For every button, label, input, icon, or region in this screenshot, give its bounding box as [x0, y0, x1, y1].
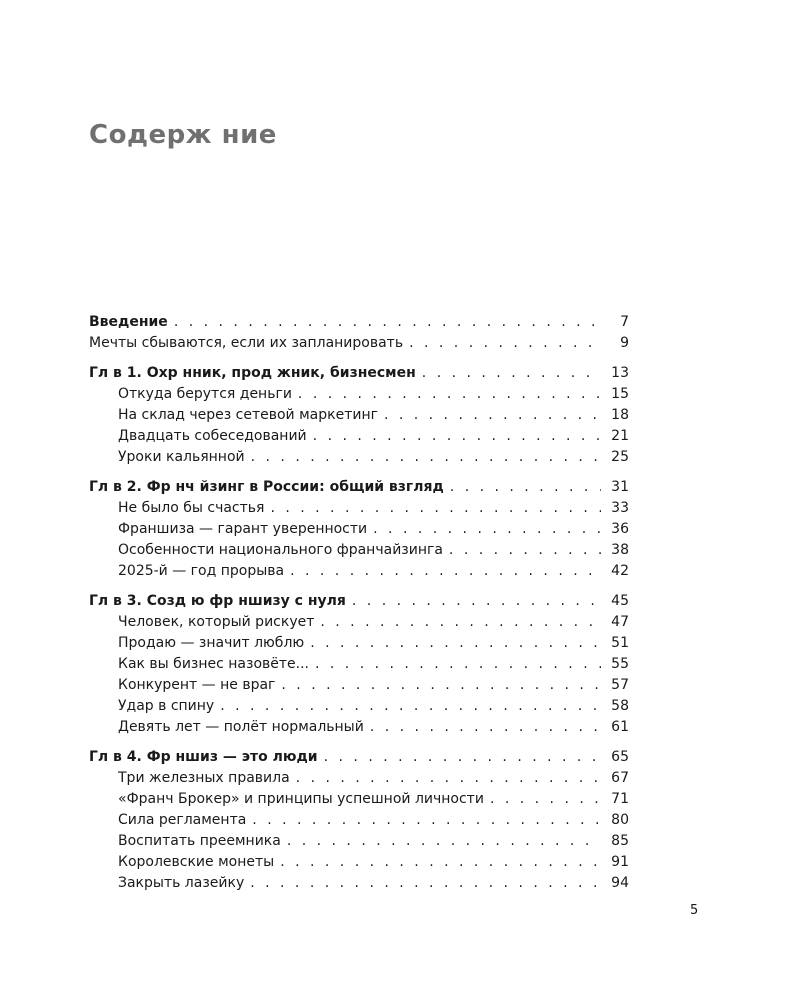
toc-chapter-page: 31: [611, 479, 629, 495]
dot-leader: [287, 831, 601, 852]
toc-entry-label: Конкурент — не враг: [118, 677, 276, 693]
toc-chapter-2[interactable]: [89, 477, 629, 498]
toc-entry-page: 36: [611, 521, 629, 537]
dot-leader: [384, 405, 601, 426]
toc-entry-page: 7: [620, 314, 629, 330]
dot-leader: [310, 633, 601, 654]
dot-leader: [315, 654, 601, 675]
toc-entry[interactable]: [89, 852, 629, 873]
toc-entry-page: 51: [611, 635, 629, 651]
dot-leader: [352, 591, 601, 612]
toc-entry-label: Мечты сбываются, если их запланировать: [89, 335, 404, 351]
dot-leader: [296, 768, 601, 789]
dot-leader: [320, 612, 601, 633]
toc-entry[interactable]: [89, 831, 629, 852]
dot-leader: [370, 717, 601, 738]
dot-leader: [280, 852, 601, 873]
toc-entry[interactable]: [89, 789, 629, 810]
page-title: Содерж ние: [89, 120, 277, 150]
toc-chapter-label: Гл в 3. Созд ю фр ншизу с нуля: [89, 593, 346, 609]
dot-leader: [251, 447, 601, 468]
toc-entry-introduction[interactable]: [89, 312, 629, 333]
toc-entry-page: 15: [611, 386, 629, 402]
toc-entry-label: Франшиза — гарант уверенности: [118, 521, 368, 537]
toc-entry-page: 38: [611, 542, 629, 558]
toc-entry-page: 71: [611, 791, 629, 807]
toc-entry-label: Удар в спину: [118, 698, 215, 714]
dot-leader: [324, 747, 601, 768]
toc-group-chapter-4: [89, 747, 629, 894]
dot-leader: [174, 312, 601, 333]
toc-entry-label: Сила регламента: [118, 812, 247, 828]
dot-leader: [290, 561, 601, 582]
page-number: 5: [690, 903, 699, 918]
toc-entry-label: Закрыть лазейку: [118, 875, 245, 891]
toc-entry[interactable]: [89, 426, 629, 447]
dot-leader: [298, 384, 601, 405]
toc-chapter-page: 45: [611, 593, 629, 609]
toc-entry-page: 33: [611, 500, 629, 516]
toc-entry[interactable]: [89, 447, 629, 468]
dot-leader: [422, 363, 601, 384]
toc-entry-page: 57: [611, 677, 629, 693]
toc-chapter-1[interactable]: [89, 363, 629, 384]
toc-entry-label: «Франч Брокер» и принципы успешной личности: [118, 791, 484, 807]
toc-entry-page: 91: [611, 854, 629, 870]
toc-entry-label: Девять лет — полёт нормальный: [118, 719, 364, 735]
dot-leader: [450, 477, 601, 498]
toc-entry[interactable]: [89, 333, 629, 354]
toc-entry[interactable]: [89, 561, 629, 582]
toc-chapter-page: 65: [611, 749, 629, 765]
table-of-contents: [89, 312, 629, 903]
toc-entry-page: 47: [611, 614, 629, 630]
toc-group-chapter-2: [89, 477, 629, 582]
toc-entry[interactable]: [89, 768, 629, 789]
toc-entry-label: Введение: [89, 314, 168, 330]
dot-leader: [250, 873, 601, 894]
toc-chapter-page: 13: [611, 365, 629, 381]
dot-leader: [409, 333, 601, 354]
toc-entry[interactable]: [89, 717, 629, 738]
toc-chapter-label: Гл в 2. Фр нч йзинг в России: общий взгляд: [89, 479, 444, 495]
dot-leader: [270, 498, 601, 519]
toc-group-intro: [89, 312, 629, 354]
dot-leader: [449, 540, 601, 561]
dot-leader: [220, 696, 601, 717]
toc-chapter-3[interactable]: [89, 591, 629, 612]
toc-entry-label: Воспитать преемника: [118, 833, 281, 849]
toc-entry-label: Двадцать собеседований: [118, 428, 307, 444]
toc-entry-label: Королевские монеты: [118, 854, 275, 870]
toc-entry-label: Особенности национального франчайзинга: [118, 542, 443, 558]
toc-entry-label: На склад через сетевой маркетинг: [118, 407, 378, 423]
toc-group-chapter-1: [89, 363, 629, 468]
toc-entry-label: Продаю — значит люблю: [118, 635, 305, 651]
toc-entry-page: 21: [611, 428, 629, 444]
toc-entry[interactable]: [89, 873, 629, 894]
dot-leader: [281, 675, 601, 696]
toc-chapter-4[interactable]: [89, 747, 629, 768]
toc-entry[interactable]: [89, 519, 629, 540]
dot-leader: [490, 789, 601, 810]
toc-entry-page: 18: [611, 407, 629, 423]
toc-entry[interactable]: [89, 384, 629, 405]
toc-chapter-label: Гл в 4. Фр ншиз — это люди: [89, 749, 318, 765]
toc-entry[interactable]: [89, 405, 629, 426]
toc-entry-page: 58: [611, 698, 629, 714]
toc-entry-label: 2025-й — год прорыва: [118, 563, 285, 579]
toc-entry-page: 80: [611, 812, 629, 828]
toc-entry[interactable]: [89, 612, 629, 633]
toc-entry-page: 42: [611, 563, 629, 579]
toc-entry-page: 55: [611, 656, 629, 672]
dot-leader: [313, 426, 601, 447]
toc-entry-label: Как вы бизнес назовёте...: [118, 656, 309, 672]
toc-entry-page: 85: [611, 833, 629, 849]
toc-entry-label: Три железных правила: [118, 770, 290, 786]
toc-entry-page: 9: [620, 335, 629, 351]
toc-entry-page: 94: [611, 875, 629, 891]
toc-entry[interactable]: [89, 654, 629, 675]
toc-entry-page: 61: [611, 719, 629, 735]
toc-entry-label: Уроки кальянной: [118, 449, 245, 465]
toc-entry-page: 67: [611, 770, 629, 786]
toc-entry-page: 25: [611, 449, 629, 465]
toc-entry-label: Откуда берутся деньги: [118, 386, 292, 402]
toc-entry-label: Человек, который рискует: [118, 614, 315, 630]
dot-leader: [373, 519, 601, 540]
toc-entry[interactable]: [89, 810, 629, 831]
toc-group-chapter-3: [89, 591, 629, 738]
dot-leader: [252, 810, 601, 831]
toc-chapter-label: Гл в 1. Охр нник, прод жник, бизнесмен: [89, 365, 416, 381]
toc-entry[interactable]: [89, 696, 629, 717]
toc-entry[interactable]: [89, 633, 629, 654]
toc-entry-label: Не было бы счастья: [118, 500, 265, 516]
toc-entry[interactable]: [89, 540, 629, 561]
toc-entry[interactable]: [89, 675, 629, 696]
toc-entry[interactable]: [89, 498, 629, 519]
